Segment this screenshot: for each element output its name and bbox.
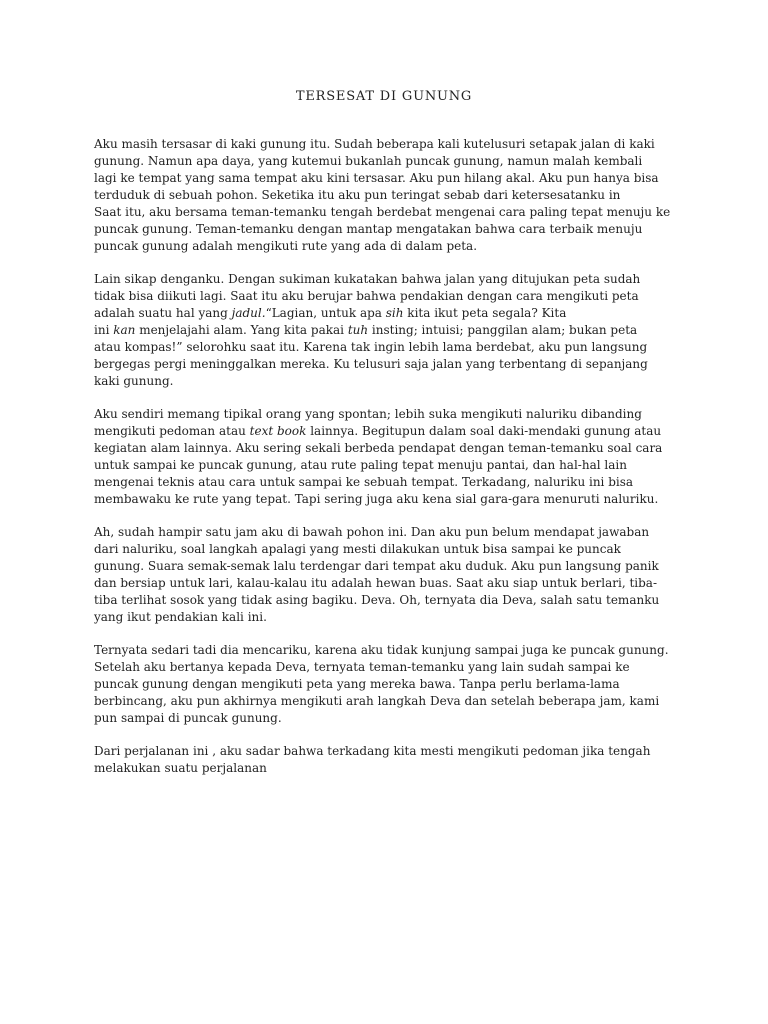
paragraph [94, 406, 684, 508]
text-line [94, 609, 684, 626]
text-line [94, 153, 684, 170]
text-run: pun sampai di puncak gunung. [94, 711, 282, 725]
text-run: insting; intuisi; panggilan alam; bukan peta [368, 323, 638, 337]
text-line [94, 760, 684, 777]
text-run: Ah, sudah hampir satu jam aku di bawah pohon ini. Dan aku pun belum mendapat jawaban [94, 525, 650, 539]
italic-text: tuh [347, 323, 369, 337]
text-line [94, 136, 684, 153]
text-run: Ternyata sedari tadi dia mencariku, karena aku tidak kunjung sampai juga ke puncak gunung. [94, 643, 669, 657]
text-line [94, 221, 684, 238]
text-line [94, 676, 684, 693]
text-run: kaki gunung. [94, 374, 174, 388]
text-line [94, 305, 684, 322]
text-line [94, 288, 684, 305]
text-run: mengikuti pedoman atau [94, 424, 250, 438]
text-run: ini [94, 323, 114, 337]
text-run: gunung. Namun apa daya, yang kutemui bukanlah puncak gunung, namun malah kembali [94, 154, 643, 168]
text-line [94, 238, 684, 255]
text-line [94, 457, 684, 474]
text-run: kita ikut peta segala? Kita [403, 306, 567, 320]
text-line [94, 440, 684, 457]
text-run: puncak gunung. Teman-temanku dengan mantap mengatakan bahwa cara terbaik menuju [94, 222, 643, 236]
text-run: Dari perjalanan ini , aku sadar bahwa terkadang kita mesti mengikuti pedoman jika tengah [94, 744, 651, 758]
paragraph [94, 524, 684, 626]
text-run: untuk sampai ke puncak gunung, atau rute paling tepat menuju pantai, dan hal-hal lain [94, 458, 627, 472]
text-run: Aku sendiri memang tipikal orang yang spontan; lebih suka mengikuti naluriku dibanding [94, 407, 642, 421]
text-line [94, 541, 684, 558]
text-run: Lain sikap denganku. Dengan sukiman kukatakan bahwa jalan yang ditujukan peta sudah [94, 272, 641, 286]
text-run: menjelajahi alam. Yang kita pakai [135, 323, 348, 337]
text-run: “Lagian, untuk apa [265, 306, 386, 320]
text-line [94, 204, 684, 221]
text-line [94, 474, 684, 491]
paragraph [94, 743, 684, 777]
text-line [94, 373, 684, 390]
text-run: Setelah aku bertanya kepada Deva, ternyata teman-temanku yang lain sudah sampai ke [94, 660, 630, 674]
italic-text: jadul. [231, 306, 266, 320]
text-run: Saat itu, aku bersama teman-temanku tengah berdebat mengenai cara paling tepat menuju ke [94, 205, 671, 219]
text-line [94, 693, 684, 710]
paragraph [94, 136, 684, 255]
text-line [94, 423, 684, 440]
text-line [94, 322, 684, 339]
text-run: terduduk di sebuah pohon. Seketika itu aku pun teringat sebab dari ketersesatanku in [94, 188, 621, 202]
text-run: yang ikut pendakian kali ini. [94, 610, 267, 624]
text-run: gunung. Suara semak-semak lalu terdengar dari tempat aku duduk. Aku pun langsung panik [94, 559, 659, 573]
text-line [94, 187, 684, 204]
text-line [94, 406, 684, 423]
text-line [94, 710, 684, 727]
text-run: berbincang, aku pun akhirnya mengikuti arah langkah Deva dan setelah beberapa jam, kami [94, 694, 660, 708]
text-line [94, 659, 684, 676]
text-run: melakukan suatu perjalanan [94, 761, 267, 775]
text-run: lagi ke tempat yang sama tempat aku kini tersasar. Aku pun hilang akal. Aku pun hanya bisa [94, 171, 659, 185]
text-run: tidak bisa diikuti lagi. Saat itu aku berujar bahwa pendakian dengan cara mengikuti peta [94, 289, 639, 303]
text-line [94, 524, 684, 541]
text-line [94, 491, 684, 508]
text-run: atau kompas!” selorohku saat itu. Karena tak ingin lebih lama berdebat, aku pun langsung [94, 340, 648, 354]
text-run: membawaku ke rute yang tepat. Tapi sering juga aku kena sial gara-gara menuruti naluriku. [94, 492, 659, 506]
text-run: adalah suatu hal yang [94, 306, 232, 320]
document-body [94, 136, 684, 793]
text-run: tiba terlihat sosok yang tidak asing bagiku. Deva. Oh, ternyata dia Deva, salah satu temanku [94, 593, 660, 607]
text-run: lainnya. Begitupun dalam soal daki-mendaki gunung atau [306, 424, 662, 438]
paragraph [94, 271, 684, 390]
text-run: puncak gunung dengan mengikuti peta yang mereka bawa. Tanpa perlu berlama-lama [94, 677, 620, 691]
text-run: dari naluriku, soal langkah apalagi yang mesti dilakukan untuk bisa sampai ke puncak [94, 542, 621, 556]
italic-text: text book [249, 424, 307, 438]
paragraph [94, 642, 684, 727]
text-run: dan bersiap untuk lari, kalau-kalau itu adalah hewan buas. Saat aku siap untuk berlari, tiba- [94, 576, 658, 590]
text-run: bergegas pergi meninggalkan mereka. Ku telusuri saja jalan yang terbentang di sepanjang [94, 357, 648, 371]
text-line [94, 558, 684, 575]
italic-text: sih [385, 306, 404, 320]
text-line [94, 170, 684, 187]
text-line [94, 592, 684, 609]
text-run: Aku masih tersasar di kaki gunung itu. Sudah beberapa kali kutelusuri setapak jalan di kaki [94, 137, 655, 151]
text-run: puncak gunung adalah mengikuti rute yang ada di dalam peta. [94, 239, 478, 253]
text-line [94, 356, 684, 373]
text-run: mengenai teknis atau cara untuk sampai ke sebuah tempat. Terkadang, naluriku ini bisa [94, 475, 634, 489]
text-line [94, 743, 684, 760]
text-line [94, 575, 684, 592]
italic-text: kan [113, 323, 136, 337]
text-line [94, 271, 684, 288]
document-title: TERSESAT DI GUNUNG [295, 89, 473, 104]
text-line [94, 642, 684, 659]
text-line [94, 339, 684, 356]
text-run: kegiatan alam lainnya. Aku sering sekali berbeda pendapat dengan teman-temanku soal cara [94, 441, 663, 455]
